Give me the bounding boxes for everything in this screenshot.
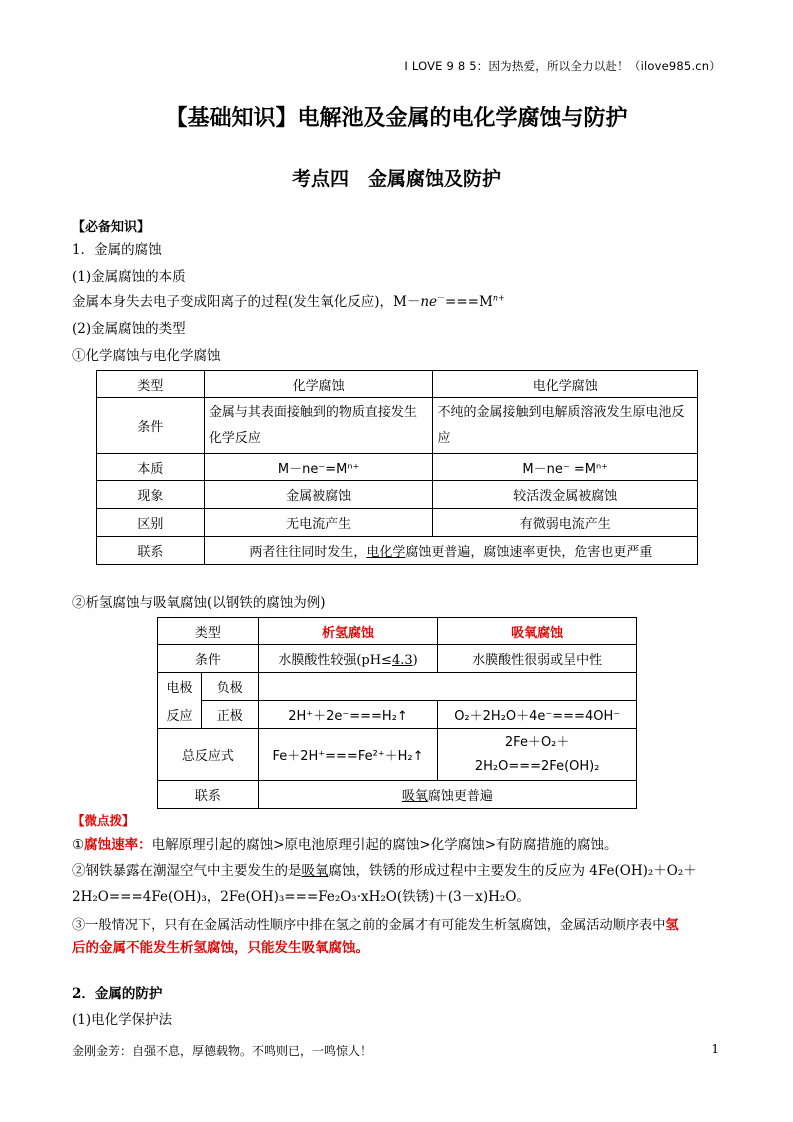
tip-1	[72, 833, 618, 853]
tip1-text: 电解原理引起的腐蚀>原电池原理引起的腐蚀>化学腐蚀>有防腐措施的腐蚀。	[151, 837, 618, 853]
t2-cond-label: 条件	[158, 645, 259, 673]
page-title: 【基础知识】电解池及金属的电化学腐蚀与防护	[165, 105, 628, 131]
page-subtitle: 考点四 金属腐蚀及防护	[291, 168, 501, 190]
t2-total-o2-line2: 2H₂O===2Fe(OH)₂	[474, 758, 600, 774]
table-h2-vs-o2-corrosion	[157, 617, 637, 809]
tip1-bold: 腐蚀速率：	[84, 837, 152, 853]
t2-pos-o2: O₂＋2H₂O＋4e⁻===4OH⁻	[438, 701, 637, 729]
t1-diff-label: 区别	[97, 509, 205, 537]
t1-diff-elec: 有微弱电流产生	[433, 509, 698, 537]
section1-2-b: ②析氢腐蚀与吸氧腐蚀(以钢铁的腐蚀为例)	[72, 595, 326, 611]
section-label: 【必备知识】	[72, 220, 151, 235]
t2-electrode-label-1: 电极	[158, 673, 202, 701]
page-header: I LOVE 9 8 5：因为热爱，所以全力以赴！（ilove985.cn）	[404, 59, 721, 73]
t1-header-elec: 电化学腐蚀	[433, 371, 698, 398]
tip-2-line2: 2H₂O===4Fe(OH)₃，2Fe(OH)₃===Fe₂O₃·xH₂O(铁锈)＋(3－x)H₂O。	[72, 889, 530, 905]
tip2-underlined: 吸氧	[301, 863, 329, 879]
tip1-num: ①	[72, 837, 85, 853]
t2-link-post: 腐蚀更普遍	[427, 789, 493, 804]
essence-text: 金属本身失去电子变成阳离子的过程(发生氧化反应)，M－	[72, 294, 421, 310]
essence-eq-rest: ===M	[445, 294, 493, 310]
t2-total-o2-line1: 2Fe＋O₂＋	[504, 734, 570, 750]
t1-essence-elec: M－ne⁻ =Mⁿ⁺	[433, 454, 698, 481]
tip3-pre: ③一般情况下，只有在金属活动性顺序中排在氢之前的金属才有可能发生析氢腐蚀，金属活动顺序表中	[72, 918, 666, 933]
tip2-pre: ②钢铁暴露在潮湿空气中主要发生的是	[72, 863, 302, 879]
t2-header-type: 类型	[158, 618, 259, 645]
t2-pos-h2: 2H⁺＋2e⁻===H₂↑	[258, 701, 438, 729]
t1-essence-chem: M－ne⁻=Mⁿ⁺	[204, 454, 433, 481]
t2-electrode-label-2: 反应	[158, 701, 202, 729]
t2-neg-label: 负极	[201, 673, 258, 701]
section1-1-text: 金属本身失去电子变成阳离子的过程(发生氧化反应)，$M-ne^-===M^{n+}$	[72, 293, 505, 310]
t2-cond-h2-post: )	[412, 653, 418, 668]
t2-cond-h2	[258, 645, 438, 673]
t1-diff-chem: 无电流产生	[204, 509, 433, 537]
t1-cond-label: 条件	[97, 398, 205, 454]
section1-2-a: ①化学腐蚀与电化学腐蚀	[72, 348, 221, 364]
t2-cond-h2-pre: 水膜酸性较强(pH≤	[278, 653, 392, 668]
t1-phenomenon-label: 现象	[97, 481, 205, 509]
t2-link-label: 联系	[158, 781, 259, 809]
t2-total-o2	[438, 729, 637, 781]
tip3-red: 氢	[665, 918, 679, 933]
tip2-post: 腐蚀，铁锈的形成过程中主要发生的反应为 4Fe(OH)₂＋O₂＋	[328, 863, 697, 879]
essence-eq-sup: n+	[492, 293, 505, 303]
t2-cond-h2-ph: 4.3	[391, 653, 413, 668]
t2-pos-label: 正极	[201, 701, 258, 729]
t1-link-text	[204, 537, 697, 565]
t2-header-o2: 吸氧腐蚀	[438, 618, 637, 645]
t2-total-label: 总反应式	[158, 729, 259, 781]
table-chem-vs-electro	[96, 370, 698, 565]
t1-cond-elec: 不纯的金属接触到电解质溶液发生原电池反应	[433, 398, 698, 454]
t2-link-underlined: 吸氧	[401, 789, 428, 804]
t1-link-pre: 两者往往同时发生，	[249, 545, 367, 560]
t1-link-label: 联系	[97, 537, 205, 565]
page-number: 1	[711, 1042, 719, 1056]
section1-heading: 1．金属的腐蚀	[72, 242, 162, 258]
t1-header-type: 类型	[97, 371, 205, 398]
t1-phenomenon-elec: 较活泼金属被腐蚀	[433, 481, 698, 509]
section2-heading: 2．金属的防护	[72, 986, 163, 1002]
tip-3-line1	[72, 914, 679, 933]
footer-motto: 金刚金芳：自强不息，厚德载物。不鸣则已，一鸣惊人！	[72, 1044, 373, 1058]
t1-link-underlined: 电化学	[366, 545, 406, 560]
essence-eq-ne: ne	[420, 294, 438, 310]
t1-cond-chem: 金属与其表面接触到的物质直接发生化学反应	[204, 398, 433, 454]
t2-cond-o2: 水膜酸性很弱或呈中性	[438, 645, 637, 673]
tip-2-line1	[72, 859, 697, 879]
t2-link-text	[258, 781, 636, 809]
tip-3-line2: 后的金属不能发生析氢腐蚀，只能发生吸氧腐蚀。	[72, 940, 369, 956]
t1-link-post: 腐蚀更普遍，腐蚀速率更快，危害也更严重	[405, 545, 653, 560]
tip-label: 【微点拨】	[72, 813, 135, 828]
section1-2-heading: (2)金属腐蚀的类型	[72, 321, 186, 337]
t2-total-h2: Fe＋2H⁺===Fe²⁺＋H₂↑	[258, 729, 438, 781]
section2-1-heading: (1)电化学保护法	[72, 1012, 173, 1028]
t1-phenomenon-chem: 金属被腐蚀	[204, 481, 433, 509]
t1-essence-label: 本质	[97, 454, 205, 481]
t2-neg-value	[258, 673, 636, 701]
t1-header-chem: 化学腐蚀	[204, 371, 433, 398]
t2-header-h2: 析氢腐蚀	[258, 618, 438, 645]
section1-1-heading: (1)金属腐蚀的本质	[72, 269, 186, 285]
